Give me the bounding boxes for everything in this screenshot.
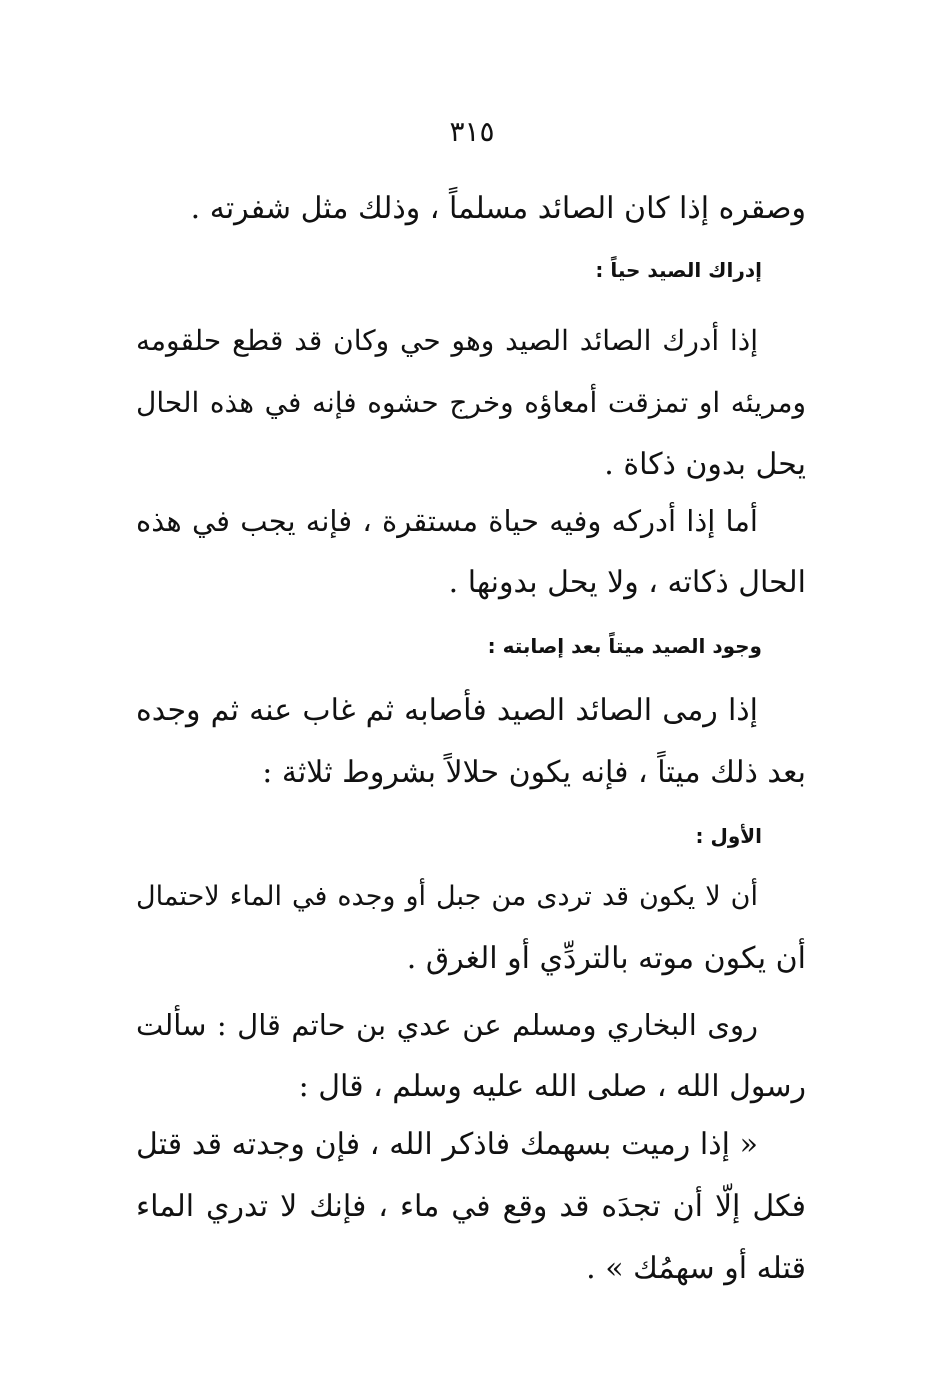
paragraph-found-dead (136, 680, 806, 804)
text-line: الحال ذكاته ، ولا يحل بدونها . (448, 565, 806, 600)
condition-heading-first: الأول : (695, 824, 762, 848)
text-line: أما إذا أدركه وفيه حياة مستقرة ، فإنه يجب في هذه (136, 504, 758, 538)
text-line: فكل إلّا أن تجدَه قد وقع في ماء ، فإنك لا تدري الماء (136, 1189, 806, 1224)
text-line: روى البخاري ومسلم عن عدي بن حاتم قال : سألت (136, 1008, 758, 1042)
paragraph-first-condition (136, 866, 806, 990)
section-heading-live-game: إدراك الصيد حياً : (595, 258, 762, 282)
text-line: قتله أو سهمُك » . (586, 1251, 806, 1286)
text-line: « إذا رميت بسهمك فاذكر الله ، فإن وجدته قد قتل (136, 1127, 759, 1162)
text-line: ومريئه او تمزقت أمعاؤه وخرج حشوه فإنه في هذه الحال (136, 386, 806, 419)
section-heading-found-dead: وجود الصيد ميتاً بعد إصابته : (487, 634, 762, 658)
text-line: وصقره إذا كان الصائد مسلماً ، وذلك مثل شفرته . (190, 191, 806, 226)
paragraph-continuation (136, 178, 806, 240)
text-line: رسول الله ، صلى الله عليه وسلم ، قال : (298, 1069, 806, 1104)
page-number: ٣١٥ (449, 115, 495, 148)
text-line: إذا أدرك الصائد الصيد وهو حي وكان قد قطع حلقومه (136, 324, 758, 357)
paragraph-stable-life (136, 490, 806, 614)
text-line: إذا رمى الصائد الصيد فأصابه ثم غاب عنه ثم وجده (136, 693, 758, 728)
text-line: بعد ذلك ميتاً ، فإنه يكون حلالاً بشروط ثلاثة : (262, 755, 806, 790)
text-line: يحل بدون ذكاة . (604, 447, 806, 482)
paragraph-live-game (136, 310, 806, 496)
text-line: أن لا يكون قد تردى من جبل أو وجده في الماء لاحتمال (136, 881, 758, 912)
paragraph-hadith-quote (136, 1114, 806, 1300)
paragraph-hadith-intro (136, 994, 806, 1118)
text-line: أن يكون موته بالتردِّي أو الغرق . (406, 941, 806, 976)
